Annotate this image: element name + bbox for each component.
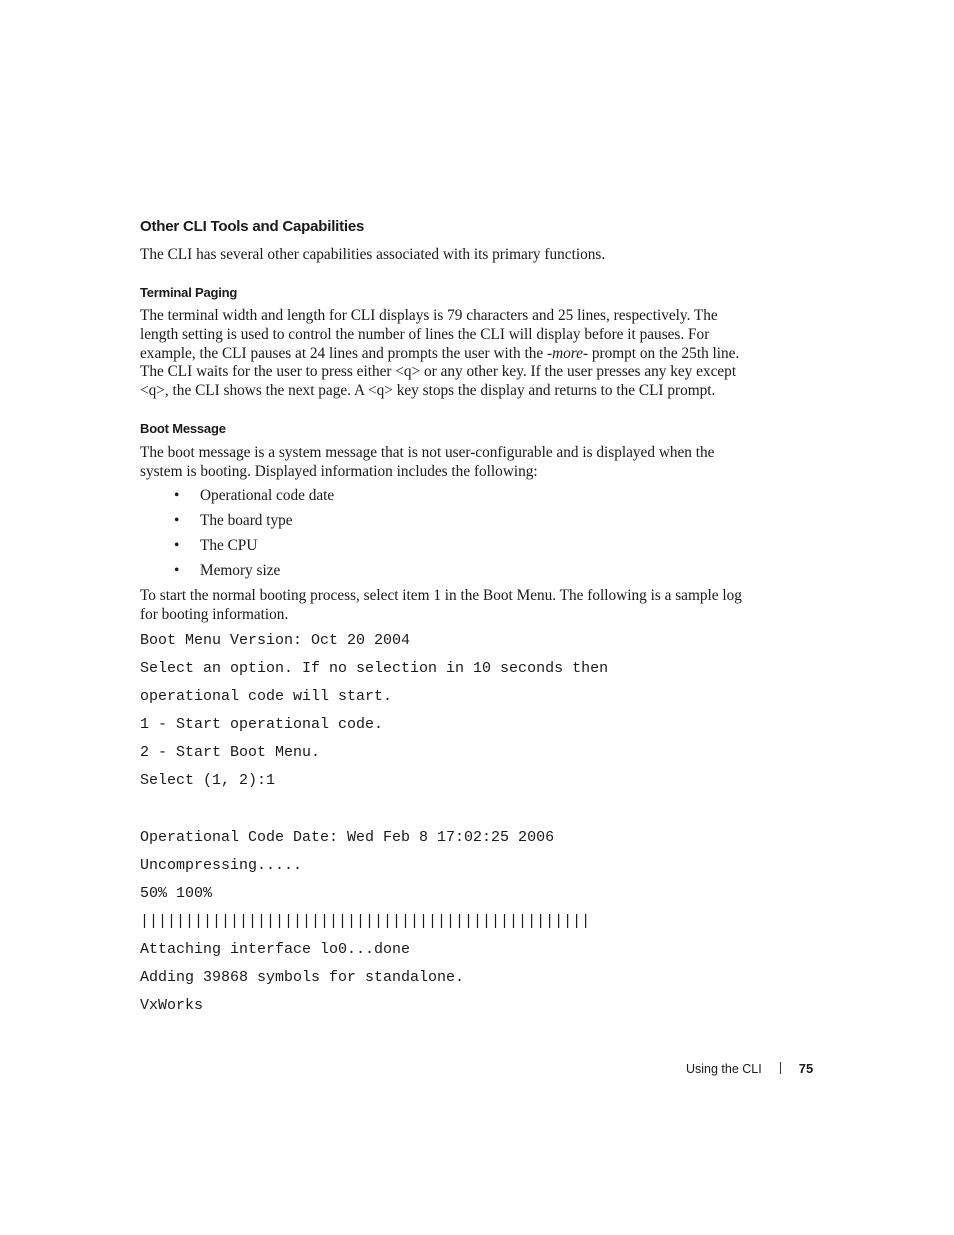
code-line: VxWorks bbox=[140, 997, 204, 1015]
bullet-icon: • bbox=[174, 487, 180, 504]
paragraph-line: system is booting. Displayed information includes the following: bbox=[140, 462, 538, 480]
code-line: Select an option. If no selection in 10 seconds then bbox=[140, 660, 609, 678]
boot-process-paragraph bbox=[140, 587, 760, 625]
page-footer bbox=[686, 1061, 813, 1076]
paragraph-line: length setting is used to control the number of lines the CLI will display before it pauses. For bbox=[140, 325, 710, 343]
bullet-icon: • bbox=[174, 537, 180, 554]
terminal-paging-paragraph bbox=[140, 307, 760, 401]
boot-message-heading: Boot Message bbox=[140, 421, 226, 436]
code-line-progress-bar: |||||||||||||||||||||||||||||||||||||||||||||||||| bbox=[140, 912, 591, 930]
bullet-icon: • bbox=[174, 562, 180, 579]
paragraph-line bbox=[140, 345, 760, 364]
boot-message-paragraph bbox=[140, 444, 760, 482]
paragraph-text: - prompt on the 25th line. bbox=[582, 344, 740, 362]
code-line: 2 - Start Boot Menu. bbox=[140, 744, 321, 762]
code-line: operational code will start. bbox=[140, 688, 393, 706]
code-line: Adding 39868 symbols for standalone. bbox=[140, 969, 465, 987]
code-line: Attaching interface lo0...done bbox=[140, 941, 411, 959]
paragraph-line: The CLI waits for the user to press either <q> or any other key. If the user presses any key except bbox=[140, 363, 737, 381]
boot-log-code-block bbox=[140, 631, 608, 1024]
intro-text: The CLI has several other capabilities associated with its primary functions. bbox=[140, 246, 606, 263]
code-line-blank bbox=[140, 800, 608, 828]
code-line: Operational Code Date: Wed Feb 8 17:02:25 2006 bbox=[140, 828, 555, 846]
code-line: Boot Menu Version: Oct 20 2004 bbox=[140, 632, 411, 649]
list-item bbox=[140, 536, 334, 561]
intro-paragraph bbox=[140, 246, 760, 265]
more-prompt-word: more bbox=[552, 344, 583, 362]
paragraph-line: The boot message is a system message that is not user-configurable and is displayed when the bbox=[140, 444, 715, 461]
paragraph-line: <q>, the CLI shows the next page. A <q> key stops the display and returns to the CLI prompt. bbox=[140, 382, 716, 400]
paragraph-line: for booting information. bbox=[140, 605, 289, 623]
list-item bbox=[140, 511, 334, 536]
paragraph-line: The terminal width and length for CLI displays is 79 characters and 25 lines, respectively. The bbox=[140, 307, 718, 324]
code-line: 50% 100% bbox=[140, 884, 213, 902]
footer-section-title: Using the CLI bbox=[686, 1062, 762, 1076]
list-item-text: The board type bbox=[200, 512, 293, 529]
code-line: Select (1, 2):1 bbox=[140, 772, 276, 790]
list-item-text: The CPU bbox=[200, 537, 258, 554]
paragraph-text: example, the CLI pauses at 24 lines and prompts the user with the - bbox=[140, 344, 553, 362]
list-item bbox=[140, 561, 334, 586]
boot-info-list bbox=[140, 486, 334, 586]
list-item bbox=[140, 486, 334, 511]
code-line: 1 - Start operational code. bbox=[140, 716, 384, 734]
list-item-text: Operational code date bbox=[200, 487, 335, 504]
bullet-icon: • bbox=[174, 512, 180, 529]
footer-divider bbox=[780, 1062, 781, 1074]
section-title: Other CLI Tools and Capabilities bbox=[140, 218, 365, 235]
code-line: Uncompressing..... bbox=[140, 856, 303, 874]
page-number: 75 bbox=[798, 1061, 814, 1076]
paragraph-line: To start the normal booting process, select item 1 in the Boot Menu. The following is a sample log bbox=[140, 587, 742, 604]
terminal-paging-heading: Terminal Paging bbox=[140, 285, 238, 300]
list-item-text: Memory size bbox=[200, 562, 281, 579]
